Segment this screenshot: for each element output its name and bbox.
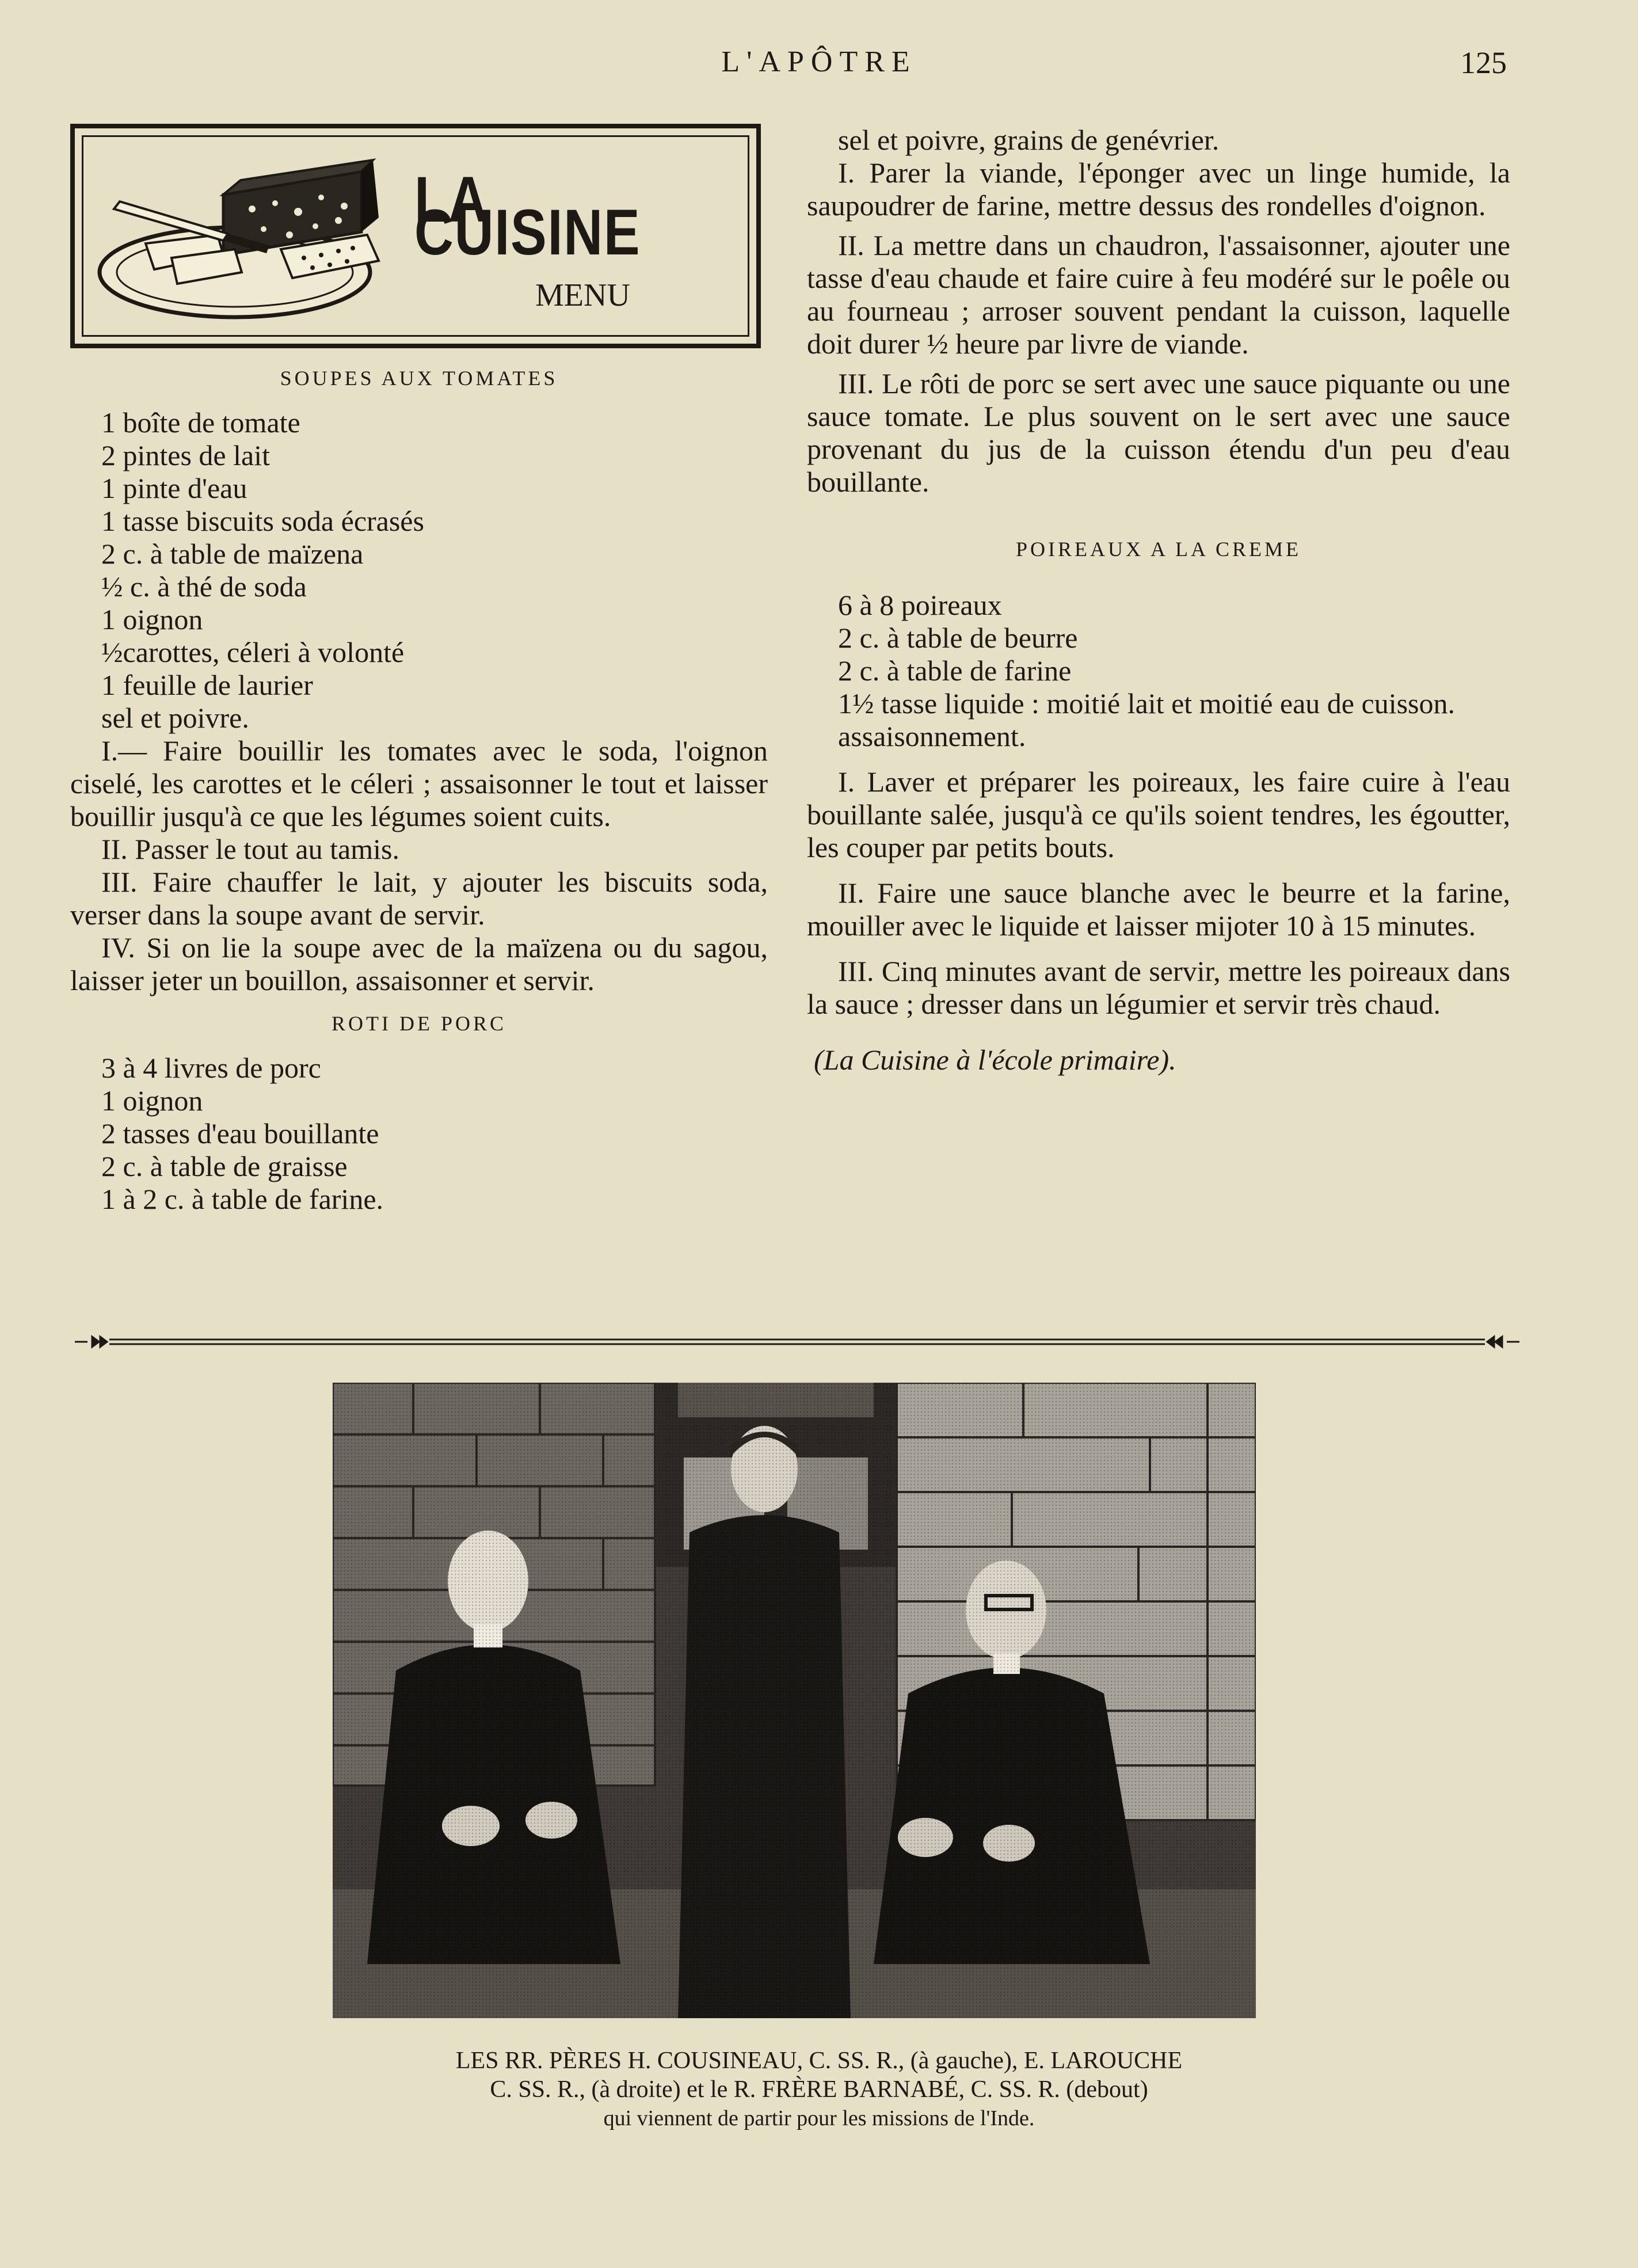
- list-item: 1 oignon: [101, 1084, 203, 1117]
- list-item: 2 c. à table de graisse: [101, 1150, 348, 1182]
- poireaux-credit: (La Cuisine à l'école primaire).: [814, 1044, 1176, 1076]
- list-item: 1 à 2 c. à table de farine.: [101, 1183, 384, 1215]
- caption-line: C. SS. R., (à droite) et le R. FRÈRE BARNABÉ, C. SS. R. (debout): [490, 2076, 1148, 2103]
- left-column: [70, 124, 768, 1216]
- soupe-title: SOUPES AUX TOMATES: [280, 367, 558, 390]
- list-item: 1 pinte d'eau: [101, 472, 247, 504]
- ornamental-rule-icon: [75, 1334, 1519, 1349]
- list-item: 2 tasses d'eau bouillante: [101, 1117, 379, 1150]
- soupe-step: IV. Si on lie la soupe avec de la maïzena ou du sagou, laisser jeter un bouillon, assaisonner et servir.: [70, 931, 768, 996]
- roti-title: ROTI DE PORC: [331, 1012, 507, 1035]
- running-title: L'APÔTRE: [721, 45, 917, 78]
- list-item: 2 c. à table de farine: [838, 654, 1072, 687]
- poireaux-ingredients: [807, 589, 1510, 753]
- roti-continued-ingredient: sel et poivre, grains de genévrier.: [838, 124, 1220, 156]
- poireaux-title: POIREAUX A LA CREME: [1015, 538, 1302, 561]
- photo-caption: [0, 2046, 1638, 2133]
- list-item: 6 à 8 poireaux: [838, 589, 1002, 621]
- list-item: ½carottes, céleri à volonté: [101, 636, 405, 668]
- soupe-step: II. Passer le tout au tamis.: [101, 833, 399, 865]
- roti-step: III. Le rôti de porc se sert avec une sauce piquante ou une sauce tomate. Le plus souvent on le sert avec une sauce provenant du jus de la cuisson étendu d'un peu d'eau bouillante.: [807, 367, 1510, 498]
- list-item: 2 pintes de lait: [101, 439, 270, 471]
- cuisine-subtitle: MENU: [535, 277, 630, 313]
- list-item: 2 c. à table de beurre: [838, 622, 1078, 654]
- list-item: ½ c. à thé de soda: [101, 570, 307, 603]
- loaf-and-knife-illustration-icon: [91, 154, 413, 327]
- right-column: [807, 124, 1510, 1105]
- list-item: assaisonnement.: [838, 720, 1026, 752]
- cuisine-header-box: [70, 124, 761, 348]
- poireaux-step: III. Cinq minutes avant de servir, mettre les poireaux dans la sauce ; dresser dans un légumier et servir très chaud.: [807, 955, 1510, 1020]
- three-priests-photo-icon: [333, 1383, 1256, 2018]
- list-item: 2 c. à table de maïzena: [101, 538, 364, 570]
- list-item: 1½ tasse liquide : moitié lait et moitié eau de cuisson.: [838, 687, 1455, 720]
- list-item: sel et poivre.: [101, 702, 249, 734]
- roti-step: II. La mettre dans un chaudron, l'assaisonner, ajouter une tasse d'eau chaude et faire cuire à feu modéré sur le poêle ou au fourneau ; arroser souvent pendant la cuisson, laquelle doit durer ½ heure par livre de viande.: [807, 229, 1510, 360]
- soupe-step: III. Faire chauffer le lait, y ajouter les biscuits soda, verser dans la soupe avant de servir.: [70, 866, 768, 931]
- list-item: 1 tasse biscuits soda écrasés: [101, 505, 424, 537]
- list-item: 1 boîte de tomate: [101, 406, 300, 439]
- roti-step: I. Parer la viande, l'éponger avec un linge humide, la saupoudrer de farine, mettre dessus des rondelles d'oignon.: [807, 157, 1510, 222]
- soupe-ingredients: [70, 406, 768, 735]
- list-item: 1 feuille de laurier: [101, 669, 313, 701]
- page-number: 125: [1460, 45, 1507, 80]
- poireaux-step: I. Laver et préparer les poireaux, les faire cuire à l'eau bouillante salée, jusqu'à ce qu'ils soient tendres, les égoutter, les couper par petits bouts.: [807, 766, 1510, 863]
- caption-line: LES RR. PÈRES H. COUSINEAU, C. SS. R., (à gauche), E. LAROUCHE: [455, 2048, 1183, 2074]
- soupe-step: I.— Faire bouillir les tomates avec le soda, l'oignon ciselé, les carottes et le céleri ; assaisonner le tout et laisser bouillir jusqu'à ce que les légumes soient cuits.: [70, 735, 768, 832]
- roti-ingredients: [70, 1052, 768, 1216]
- list-item: 3 à 4 livres de porc: [101, 1052, 321, 1084]
- poireaux-step: II. Faire une sauce blanche avec le beurre et la farine, mouiller avec le liquide et laisser mijoter 10 à 15 minutes.: [807, 877, 1510, 942]
- cuisine-title: LA CUISINE: [414, 163, 641, 268]
- list-item: 1 oignon: [101, 603, 203, 636]
- running-head: [0, 45, 1638, 85]
- caption-line: qui viennent de partir pour les missions de l'Inde.: [603, 2106, 1035, 2130]
